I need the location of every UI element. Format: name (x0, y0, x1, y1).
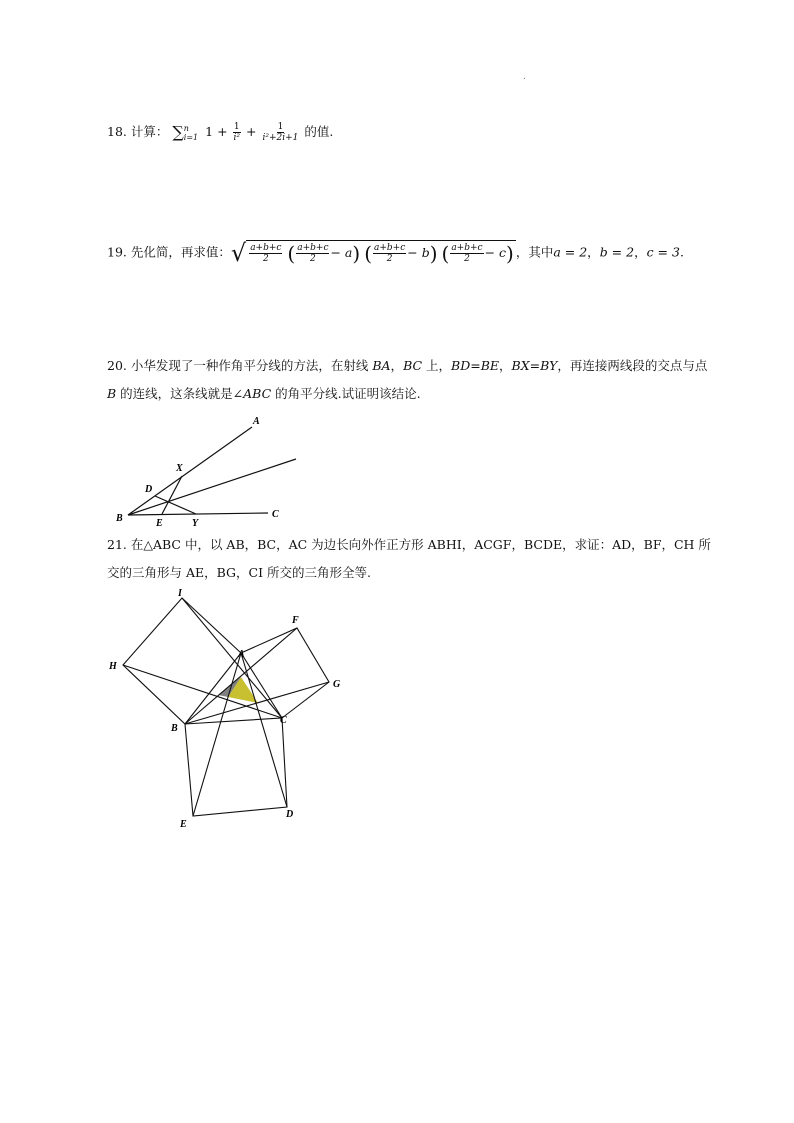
square-bcde (185, 718, 287, 816)
paren-close-1: ) (352, 241, 361, 266)
ray-ba (128, 427, 252, 515)
q19-frac-a: $\frac{a+b+c}{2}$ (297, 243, 329, 264)
sum-lower: i=1 (183, 132, 199, 142)
q20-comma-2: ， (499, 358, 512, 373)
paren-open-1: ( (287, 241, 296, 266)
label-D-fig21: D (286, 809, 294, 820)
q20-eq2: BX=BY (511, 358, 558, 373)
q19-frac-c: $\frac{a+b+c}{2}$ (451, 243, 483, 264)
q18-frac1 (233, 122, 242, 143)
ray-bc (128, 513, 268, 515)
header-mark: . (523, 72, 526, 82)
paren-open-3: ( (441, 241, 450, 266)
label-B: B (116, 513, 123, 524)
q19-frac-s (249, 243, 282, 264)
frac2-num: 1 (277, 122, 284, 132)
q18-number: 18. (107, 124, 127, 139)
radicand (246, 240, 516, 266)
square-abhi (123, 598, 241, 724)
paren-close-3: ) (506, 241, 514, 266)
q20-on: 上， (422, 358, 452, 373)
cond-a: a = 2 (553, 244, 588, 260)
label-E: E (156, 518, 163, 529)
cond-b: b = 2 (599, 244, 635, 260)
radical-icon: √ (230, 238, 247, 267)
q20-line2-mid: 的连线，这条线就是 (116, 386, 233, 401)
squares-figure (100, 585, 360, 835)
label-D: D (145, 484, 153, 495)
q20-comma: ， (390, 358, 404, 373)
question-21-line1: 21. 在△ABC 中，以 AB，BC，AC 为边长向外作正方形 ABHI，ACGF，BCDE，求证：AD，BF，CH 所 (107, 537, 711, 552)
sum-limits (184, 124, 198, 142)
paren-open-2: ( (364, 241, 372, 266)
q18-suffix: 的值. (304, 124, 334, 139)
minus-c: − c (484, 245, 507, 260)
frac1-num: 1 (233, 122, 240, 132)
line-ci (182, 598, 282, 718)
q19-number: 19. (107, 244, 127, 260)
q19-frac-b: $\frac{a+b+c}{2}$ (374, 243, 406, 264)
sum-upper: n (183, 123, 189, 133)
question-19 (107, 240, 684, 266)
q20-angle: ∠ABC (232, 386, 272, 401)
question-20-line2 (107, 382, 421, 406)
minus-a: − a (330, 245, 353, 260)
question-21-line2: 交的三角形与 AE，BG，CI 所交的三角形全等. (107, 565, 371, 580)
label-I: I (178, 588, 182, 599)
question-20-line1 (107, 354, 707, 378)
bisector-ray (128, 459, 296, 515)
label-X: X (176, 463, 183, 474)
q20-ray-ba: BA (368, 358, 391, 373)
frac1-den: i² (233, 133, 241, 143)
label-B-fig21: B (171, 723, 178, 734)
q18-frac2 (261, 122, 299, 143)
q19-end: . (679, 244, 684, 260)
angle-bisector-figure (100, 410, 310, 535)
square-acgf (241, 628, 329, 718)
q20-line2-post: 的角平分线.试证明该结论. (271, 386, 421, 401)
label-G: G (333, 679, 341, 690)
sum-symbol: ∑ (172, 122, 184, 142)
q18-term1: 1 + (205, 124, 228, 139)
question-18 (107, 120, 333, 145)
label-C-fig21: C (280, 715, 287, 726)
q20-point-b: B (107, 386, 117, 401)
q18-plus: + (246, 124, 257, 139)
label-C: C (272, 509, 279, 520)
paren-close-2: ) (429, 241, 438, 266)
q19-suffix: ，其中 (515, 244, 554, 260)
sep-1: ， (587, 244, 600, 260)
s-num: a+b+c (250, 243, 282, 253)
cond-c: c = 3 (646, 244, 680, 260)
line-ae (193, 653, 241, 816)
line-ch (123, 665, 282, 718)
label-E-fig21: E (180, 819, 187, 830)
line-bf (185, 628, 297, 724)
frac2-den: i²+2i+1 (262, 133, 299, 143)
q19-prefix: 先化简，再求值： (130, 244, 231, 260)
label-Y: Y (192, 518, 199, 529)
s-den: 2 (262, 254, 269, 264)
sep-2: ， (634, 244, 647, 260)
q20-line1-pre: 20. 小华发现了一种作角平分线的方法，在射线 (107, 358, 369, 373)
q18-prefix: 计算： (130, 124, 169, 139)
q20-ray-bc: BC (403, 358, 423, 373)
label-A-fig21: A (238, 649, 245, 660)
label-F: F (292, 615, 299, 626)
minus-b: − b (407, 245, 430, 260)
q20-eq1: BD=BE (451, 358, 500, 373)
segment-xe (162, 476, 182, 514)
line-ad (241, 653, 287, 807)
label-A: A (253, 416, 260, 427)
q20-line1-post: ，再连接两线段的交点与点 (557, 358, 708, 373)
label-H: H (109, 661, 117, 672)
